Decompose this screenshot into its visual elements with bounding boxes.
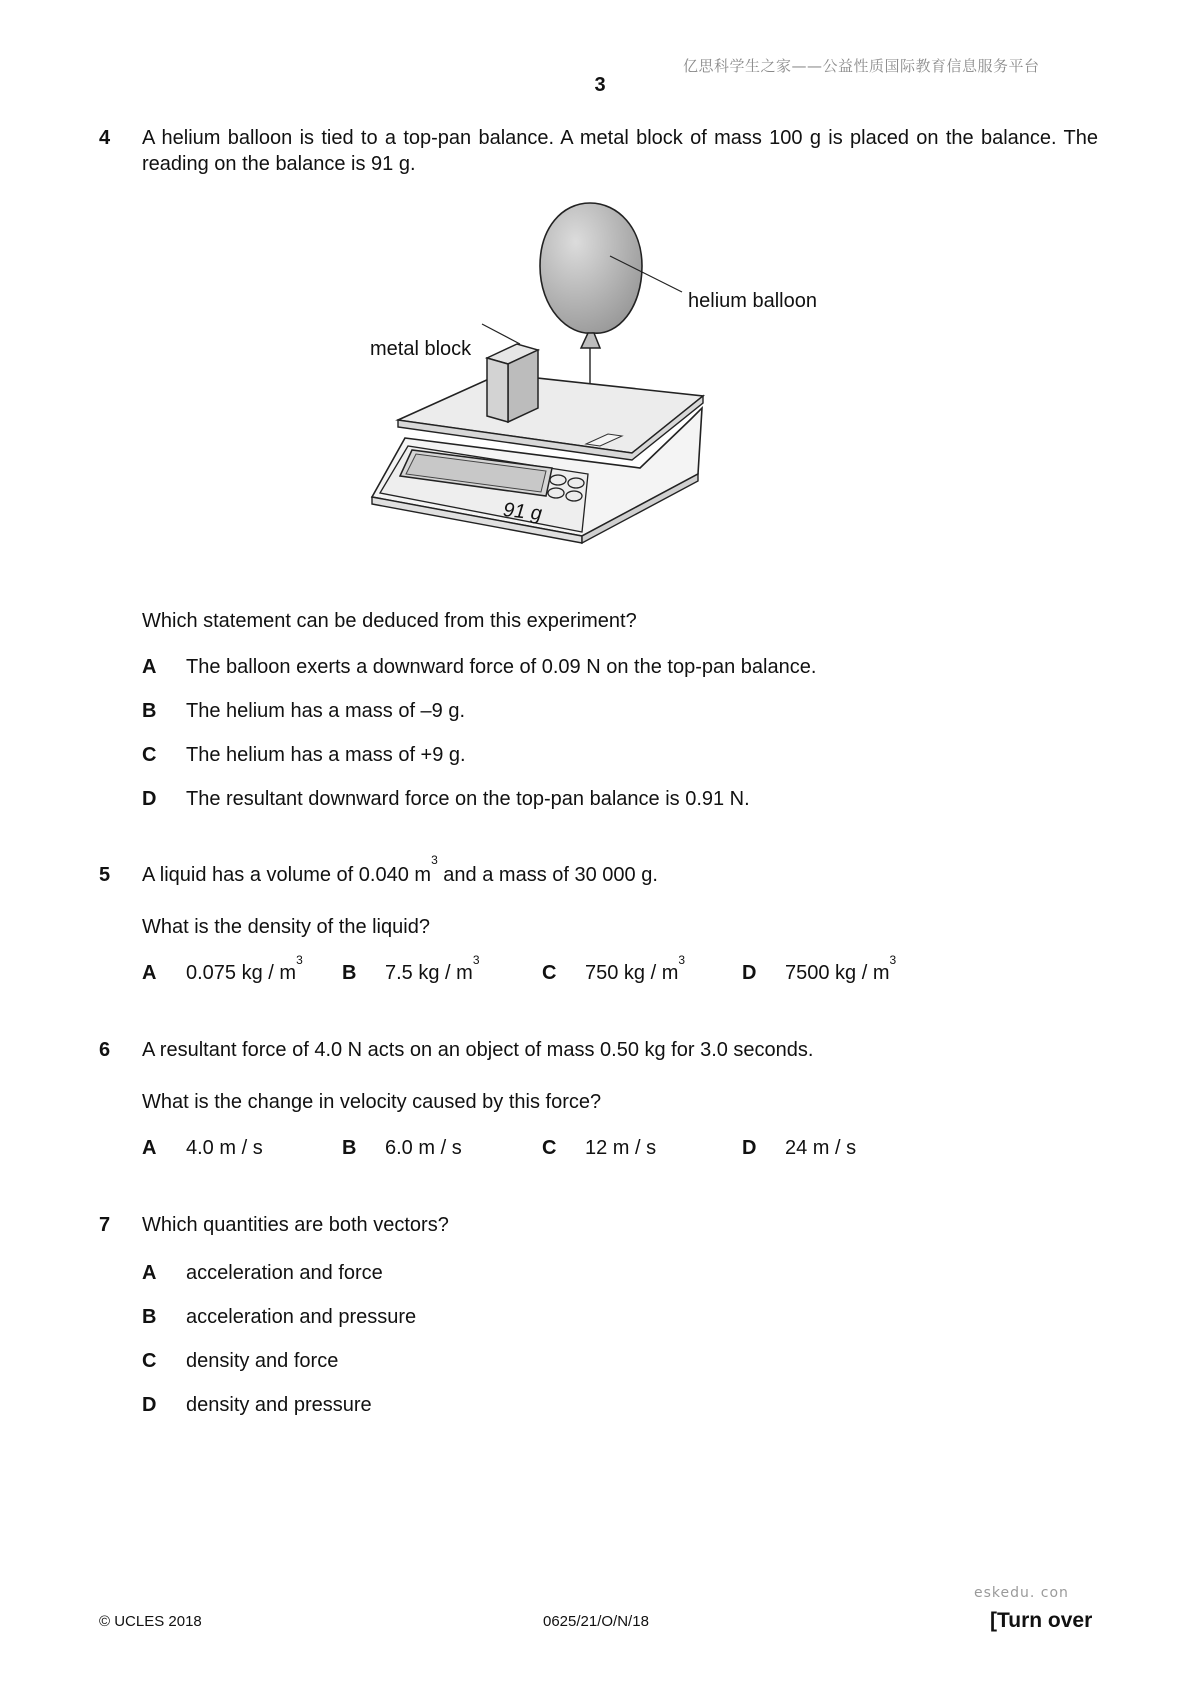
q4-option-a-text: The balloon exerts a downward force of 0.09 N on the top-pan balance. <box>186 656 817 678</box>
q6-option-b-value: 6.0 m / s <box>385 1137 462 1159</box>
site-watermark: eskedu. con <box>974 1585 1069 1601</box>
q5-option-c-letter: C <box>542 962 557 984</box>
balance-display-reading: 91 g <box>502 499 544 525</box>
q7-option-c-text: density and force <box>186 1350 339 1372</box>
question-6-stem: A resultant force of 4.0 N acts on an object of mass 0.50 kg for 3.0 seconds. <box>142 1039 814 1061</box>
question-6-prompt: What is the change in velocity caused by this force? <box>142 1091 602 1113</box>
q7-option-a-text: acceleration and force <box>186 1262 383 1284</box>
q6-option-d-value: 24 m / s <box>785 1137 857 1159</box>
q5-option-d-value: 7500 kg / $m^3$ <box>785 953 897 984</box>
q7-option-b-text: acceleration and pressure <box>186 1306 417 1328</box>
q5-option-a-value: 0.075 kg / $m^3$ <box>186 953 303 984</box>
q4-option-d-text: The resultant downward force on the top-pan balance is 0.91 N. <box>186 788 750 810</box>
q6-option-c-value: 12 m / s <box>585 1137 657 1159</box>
question-5-prompt: What is the density of the liquid? <box>142 916 430 938</box>
q7-option-d-letter: D <box>142 1394 157 1416</box>
q5-option-b-value: 7.5 kg / $m^3$ <box>385 953 480 984</box>
question-4-prompt: Which statement can be deduced from this experiment? <box>142 610 637 632</box>
question-5-stem: A liquid has a volume of 0.040 $m^3$ and a mass of 30 000 g. <box>142 853 658 886</box>
q5-option-a-letter: A <box>142 962 157 984</box>
question-number-7: 7 <box>99 1214 111 1236</box>
label-metal-block: metal block <box>370 338 472 360</box>
q4-option-a-letter: A <box>142 656 157 678</box>
q5-option-b-letter: B <box>342 962 357 984</box>
q4-option-b-text: The helium has a mass of –9 g. <box>186 700 466 722</box>
paper-code: 0625/21/O/N/18 <box>543 1613 649 1630</box>
q4-option-c-text: The helium has a mass of +9 g. <box>186 744 466 766</box>
turn-over-text: [Turn over <box>990 1609 1093 1632</box>
question-number-5: 5 <box>99 864 111 886</box>
balance-diagram <box>360 198 830 588</box>
q7-option-b-letter: B <box>142 1306 157 1328</box>
page-number: 3 <box>594 74 606 96</box>
question-4-stem: A helium balloon is tied to a top-pan balance. A metal block of mass 100 g is placed on the balance. The reading on the balance is 91 g. <box>142 127 1098 175</box>
q7-option-a-letter: A <box>142 1262 157 1284</box>
watermark-text: 亿思科学生之家——公益性质国际教育信息服务平台 <box>683 57 1040 75</box>
copyright-text: © UCLES 2018 <box>99 1613 202 1630</box>
q4-option-d-letter: D <box>142 788 157 810</box>
q4-option-c-letter: C <box>142 744 157 766</box>
q6-option-a-letter: A <box>142 1137 157 1159</box>
q6-option-b-letter: B <box>342 1137 357 1159</box>
q7-option-c-letter: C <box>142 1350 157 1372</box>
q5-option-d-letter: D <box>742 962 757 984</box>
question-7-stem: Which quantities are both vectors? <box>142 1214 449 1236</box>
label-helium-balloon: helium balloon <box>688 290 817 312</box>
q5-option-c-value: 750 kg / $m^3$ <box>585 953 686 984</box>
metal-block <box>487 344 538 422</box>
q6-option-a-value: 4.0 m / s <box>186 1137 263 1159</box>
q6-option-d-letter: D <box>742 1137 757 1159</box>
q6-option-c-letter: C <box>542 1137 557 1159</box>
q4-option-b-letter: B <box>142 700 157 722</box>
q7-option-d-text: density and pressure <box>186 1394 372 1416</box>
block-leader-line <box>482 324 520 344</box>
question-number-6: 6 <box>99 1039 111 1061</box>
question-number-4: 4 <box>99 127 111 149</box>
